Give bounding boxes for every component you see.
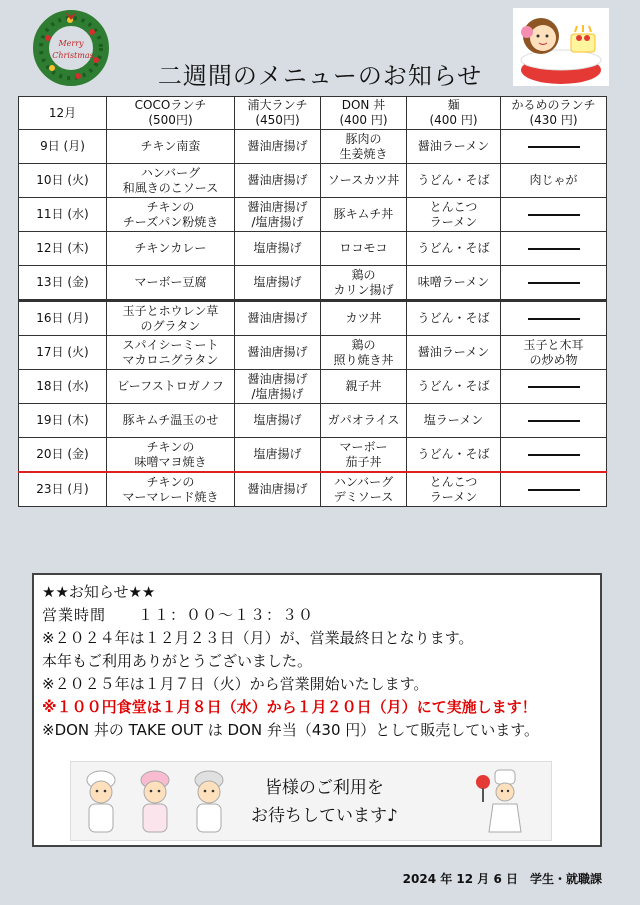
menu-item-text: ソースカツ丼: [327, 173, 400, 187]
menu-item-text: 醤油唐揚げ: [247, 311, 308, 325]
karume-cell: [501, 301, 607, 336]
men-cell: [407, 130, 501, 164]
table-row: [19, 301, 607, 336]
welcome-banner: [70, 761, 552, 841]
header-noodles: 麺 (400 円): [407, 97, 501, 130]
table-row: [19, 438, 607, 473]
cook-icon: [81, 768, 121, 834]
menu-item-text: チキンの: [146, 439, 195, 454]
no-menu-dash: [528, 454, 580, 456]
no-menu-dash: [528, 214, 580, 216]
menu-item-text: チキンの: [146, 474, 195, 489]
men-cell: [407, 438, 501, 473]
men-cell: [407, 301, 501, 336]
menu-item-text: のグラタン: [140, 318, 201, 333]
menu-item-text: チキンカレー: [134, 241, 207, 255]
business-hours: 営業時間 １１：００～１３：３０: [42, 606, 315, 624]
menu-item-text: 茄子丼: [345, 454, 382, 469]
menu-item-text: 生姜焼き: [339, 146, 388, 161]
menu-item-text: 醤油唐揚げ: [247, 371, 308, 386]
welcome-message: [251, 774, 398, 830]
men-cell: [407, 336, 501, 370]
header-karume-lunch: かるめのランチ (430 円): [501, 97, 607, 130]
menu-item-text: マーマレード焼き: [122, 489, 219, 504]
date-cell: 23日 (月): [19, 472, 107, 507]
don-cell: [321, 472, 407, 507]
footer-date-dept: 2024 年 12 月 6 日 学生・就職課: [402, 872, 602, 886]
menu-item-text: デミソース: [333, 489, 394, 504]
men-cell: [407, 370, 501, 404]
menu-item-text: マカロニグラタン: [122, 352, 219, 367]
karume-cell: [501, 232, 607, 266]
coco-cell: [107, 198, 235, 232]
header-month: 12月: [19, 97, 107, 130]
men-cell: [407, 232, 501, 266]
notice-line-takeout: ※DON 丼の TAKE OUT は DON 弁当（430 円）として販売しています。: [42, 721, 540, 739]
menu-item-text: 玉子とホウレン草: [122, 303, 219, 318]
no-menu-dash: [528, 318, 580, 320]
coco-cell: [107, 301, 235, 336]
urada-cell: [235, 336, 321, 370]
welcome-line-1: 皆様のご利用を: [264, 778, 384, 798]
header-don: DON 丼 (400 円): [321, 97, 407, 130]
cook-icon: [189, 768, 229, 834]
don-cell: [321, 232, 407, 266]
date-cell: 18日 (水): [19, 370, 107, 404]
header-urada-lunch: 浦大ランチ (450円): [235, 97, 321, 130]
don-cell: [321, 336, 407, 370]
menu-item-text: 醤油唐揚げ: [247, 139, 308, 153]
chef-with-pan-icon: [471, 768, 531, 834]
page-title: 二週間のメニューのお知らせ: [157, 62, 483, 90]
coco-cell: [107, 472, 235, 507]
coco-cell: [107, 266, 235, 301]
don-cell: [321, 404, 407, 438]
karume-cell: [501, 336, 607, 370]
karume-cell: [501, 164, 607, 198]
menu-item-text: の炒め物: [529, 352, 578, 367]
menu-item-text: 照り焼き丼: [333, 352, 394, 367]
don-cell: [321, 130, 407, 164]
menu-item-text: マーボー豆腐: [134, 275, 207, 289]
notice-box: [32, 573, 602, 847]
menu-item-text: チキンの: [146, 199, 195, 214]
table-row: [19, 336, 607, 370]
menu-item-text: 豚肉の: [345, 131, 382, 146]
menu-item-text: 豚キムチ温玉のせ: [122, 413, 219, 427]
menu-item-text: スパイシーミート: [122, 337, 219, 352]
urada-cell: [235, 198, 321, 232]
karume-cell: [501, 266, 607, 301]
menu-item-text: 醤油唐揚げ: [247, 199, 308, 214]
menu-item-text: 塩唐揚げ: [253, 413, 302, 427]
table-row: [19, 266, 607, 301]
no-menu-dash: [528, 146, 580, 148]
don-cell: [321, 266, 407, 301]
table-row: [19, 370, 607, 404]
menu-item-text: ビーフストロガノフ: [117, 379, 224, 393]
menu-item-text: とんこつ: [429, 474, 478, 489]
no-menu-dash: [528, 282, 580, 284]
urada-cell: [235, 472, 321, 507]
cook-icon: [135, 768, 175, 834]
table-row: [19, 130, 607, 164]
don-cell: [321, 164, 407, 198]
menu-item-text: 醤油唐揚げ: [247, 173, 308, 187]
menu-item-text: 玉子と木耳: [523, 337, 584, 352]
welcome-line-2: お待ちしています♪: [251, 806, 398, 826]
table-header-row: [19, 97, 607, 130]
menu-item-text: うどん・そば: [417, 447, 490, 461]
urada-cell: [235, 130, 321, 164]
don-cell: [321, 370, 407, 404]
menu-item-text: ガパオライス: [327, 413, 400, 427]
coco-cell: [107, 130, 235, 164]
table-row: [19, 472, 607, 507]
menu-item-text: 味噌ラーメン: [417, 275, 490, 289]
date-cell: 11日 (水): [19, 198, 107, 232]
men-cell: [407, 266, 501, 301]
menu-item-text: マーボー: [339, 439, 388, 454]
menu-item-text: うどん・そば: [417, 379, 490, 393]
no-menu-dash: [528, 248, 580, 250]
menu-item-text: ロコモコ: [339, 241, 388, 255]
no-menu-dash: [528, 489, 580, 491]
notice-line-100yen: ※１００円食堂は１月８日（水）から１月２０日（月）にて実施します！: [42, 698, 537, 716]
menu-item-text: チーズパン粉焼き: [122, 214, 219, 229]
menu-item-text: /塩唐揚げ: [251, 386, 304, 401]
notice-heading: ★★お知らせ★★: [42, 583, 156, 601]
coco-cell: [107, 164, 235, 198]
coco-cell: [107, 232, 235, 266]
don-cell: [321, 198, 407, 232]
karume-cell: [501, 130, 607, 164]
notice-line-last-day: ※２０２４年は１２月２３日（月）が、営業最終日となります。: [42, 629, 474, 647]
urada-cell: [235, 164, 321, 198]
menu-item-text: 味噌マヨ焼き: [134, 454, 207, 469]
menu-item-text: 醤油ラーメン: [417, 139, 490, 153]
menu-item-text: 醤油ラーメン: [417, 345, 490, 359]
header-coco-lunch: COCOランチ (500円): [107, 97, 235, 130]
date-cell: 12日 (木): [19, 232, 107, 266]
menu-item-text: 醤油唐揚げ: [247, 345, 308, 359]
menu-item-text: カリン揚げ: [333, 282, 394, 297]
karume-cell: [501, 438, 607, 473]
menu-item-text: 親子丼: [345, 379, 382, 393]
table-row: [19, 198, 607, 232]
menu-item-text: ハンバーグ: [140, 165, 201, 180]
date-cell: 20日 (金): [19, 438, 107, 473]
menu-item-text: 塩唐揚げ: [253, 275, 302, 289]
no-menu-dash: [528, 386, 580, 388]
urada-cell: [235, 232, 321, 266]
menu-table: [18, 96, 607, 507]
date-cell: 13日 (金): [19, 266, 107, 301]
menu-item-text: 塩唐揚げ: [253, 241, 302, 255]
menu-item-text: ハンバーグ: [333, 474, 394, 489]
menu-item-text: 肉じゃが: [529, 173, 578, 187]
coco-cell: [107, 404, 235, 438]
date-cell: 17日 (火): [19, 336, 107, 370]
men-cell: [407, 164, 501, 198]
karume-cell: [501, 472, 607, 507]
menu-item-text: 塩ラーメン: [423, 413, 484, 427]
menu-item-text: ラーメン: [429, 214, 478, 229]
date-cell: 9日 (月): [19, 130, 107, 164]
coco-cell: [107, 438, 235, 473]
menu-item-text: うどん・そば: [417, 173, 490, 187]
menu-item-text: 和風きのこソース: [122, 180, 219, 195]
urada-cell: [235, 404, 321, 438]
men-cell: [407, 404, 501, 438]
table-row: [19, 164, 607, 198]
wreath-text-1: Merry: [58, 39, 84, 48]
karume-cell: [501, 370, 607, 404]
menu-item-text: うどん・そば: [417, 311, 490, 325]
menu-item-text: 豚キムチ丼: [333, 207, 394, 221]
wreath-text-2: Christmas: [52, 51, 94, 60]
urada-cell: [235, 370, 321, 404]
menu-item-text: チキン南蛮: [140, 139, 201, 153]
menu-item-text: /塩唐揚げ: [251, 214, 304, 229]
no-menu-dash: [528, 420, 580, 422]
date-cell: 19日 (木): [19, 404, 107, 438]
don-cell: [321, 301, 407, 336]
menu-item-text: 醤油唐揚げ: [247, 482, 308, 496]
date-cell: 10日 (火): [19, 164, 107, 198]
notice-line-thanks: 本年もご利用ありがとうございました。: [42, 652, 313, 670]
menu-item-text: カツ丼: [345, 311, 382, 325]
notice-line-reopen: ※２０２５年は１月７日（火）から営業開始いたします。: [42, 675, 429, 693]
date-cell: 16日 (月): [19, 301, 107, 336]
menu-item-text: 鶏の: [351, 337, 376, 352]
menu-item-text: ラーメン: [429, 489, 478, 504]
menu-item-text: うどん・そば: [417, 241, 490, 255]
coco-cell: [107, 336, 235, 370]
coco-cell: [107, 370, 235, 404]
men-cell: [407, 472, 501, 507]
karume-cell: [501, 404, 607, 438]
karume-cell: [501, 198, 607, 232]
table-row: [19, 404, 607, 438]
men-cell: [407, 198, 501, 232]
menu-item-text: とんこつ: [429, 199, 478, 214]
urada-cell: [235, 266, 321, 301]
urada-cell: [235, 301, 321, 336]
don-cell: [321, 438, 407, 473]
menu-item-text: 塩唐揚げ: [253, 447, 302, 461]
table-row: [19, 232, 607, 266]
menu-item-text: 鶏の: [351, 267, 376, 282]
urada-cell: [235, 438, 321, 473]
